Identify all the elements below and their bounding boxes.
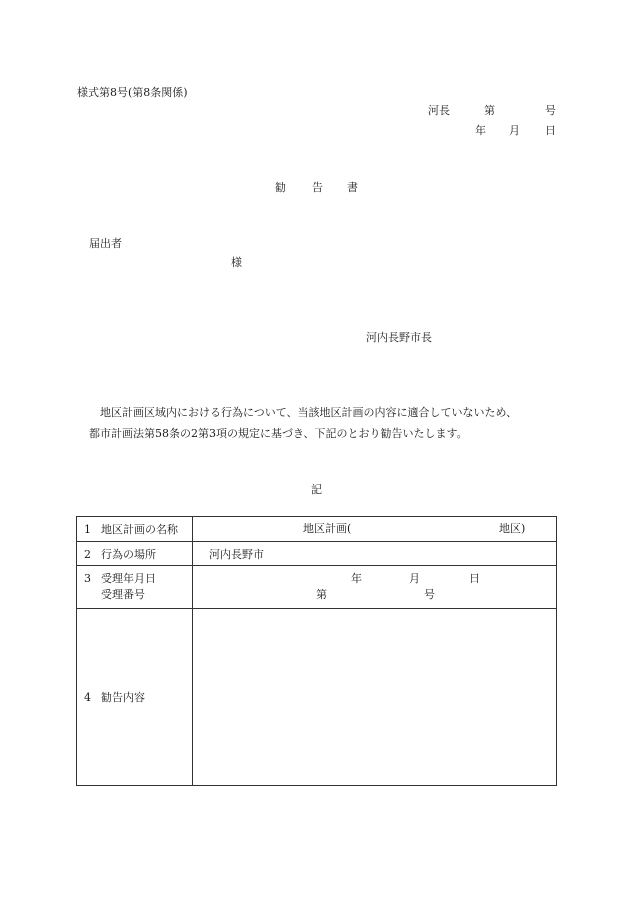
district-plan-close: 地区): [499, 522, 526, 535]
row-label: 行為の場所: [101, 547, 156, 561]
body-line-1: 地区計画区域内における行為について、当該地区計画の内容に適合していないため、: [100, 406, 518, 419]
recommendation-table: [76, 516, 557, 786]
title-char-2: 告: [312, 181, 323, 194]
recipient-honorific: 様: [231, 256, 242, 269]
doc-number-dai: 第: [484, 104, 495, 117]
location-value: 河内長野市: [209, 547, 264, 561]
title-char-3: 書: [347, 181, 358, 194]
recommendation-content-cell[interactable]: [193, 609, 557, 786]
table-row: [77, 609, 557, 786]
receipt-month: 月: [409, 572, 420, 585]
date-year: 年: [475, 124, 486, 137]
table-row: [77, 517, 557, 542]
receipt-day: 日: [469, 572, 480, 585]
receipt-year: 年: [351, 572, 362, 585]
row-number: 3: [84, 572, 91, 585]
row-label-cell: [77, 566, 193, 609]
row-number: 4: [84, 691, 91, 704]
row-value-cell: [193, 566, 557, 609]
title-char-1: 勧: [275, 181, 286, 194]
issuer-name: 河内長野市長: [366, 331, 432, 344]
date-day: 日: [545, 124, 556, 137]
row-number: 1: [84, 523, 91, 536]
row-number: 2: [84, 547, 91, 561]
district-plan-open: 地区計画(: [303, 522, 352, 535]
row-label-cell: [77, 542, 193, 566]
row-label-cell: [77, 609, 193, 786]
recipient-label: 届出者: [89, 237, 122, 250]
receipt-no-dai: 第: [316, 588, 327, 601]
table-row: [77, 566, 557, 609]
row-label-secondary: 受理番号: [101, 588, 145, 601]
doc-number-prefix: 河長: [428, 104, 450, 117]
doc-number-go: 号: [545, 104, 556, 117]
row-label: 受理年月日: [101, 572, 156, 585]
row-value-cell: [193, 517, 557, 542]
ki-heading: 記: [311, 483, 322, 496]
table-row: [77, 542, 557, 566]
receipt-no-go: 号: [424, 588, 435, 601]
date-month: 月: [509, 124, 520, 137]
row-label: 勧告内容: [101, 691, 145, 704]
row-label-cell: [77, 517, 193, 542]
body-line-2: 都市計画法第58条の2第3項の規定に基づき、下記のとおり勧告いたします。: [89, 427, 468, 440]
form-number: 様式第8号(第8条関係): [77, 86, 188, 99]
row-label: 地区計画の名称: [101, 523, 178, 536]
row-value-cell: [193, 542, 557, 566]
